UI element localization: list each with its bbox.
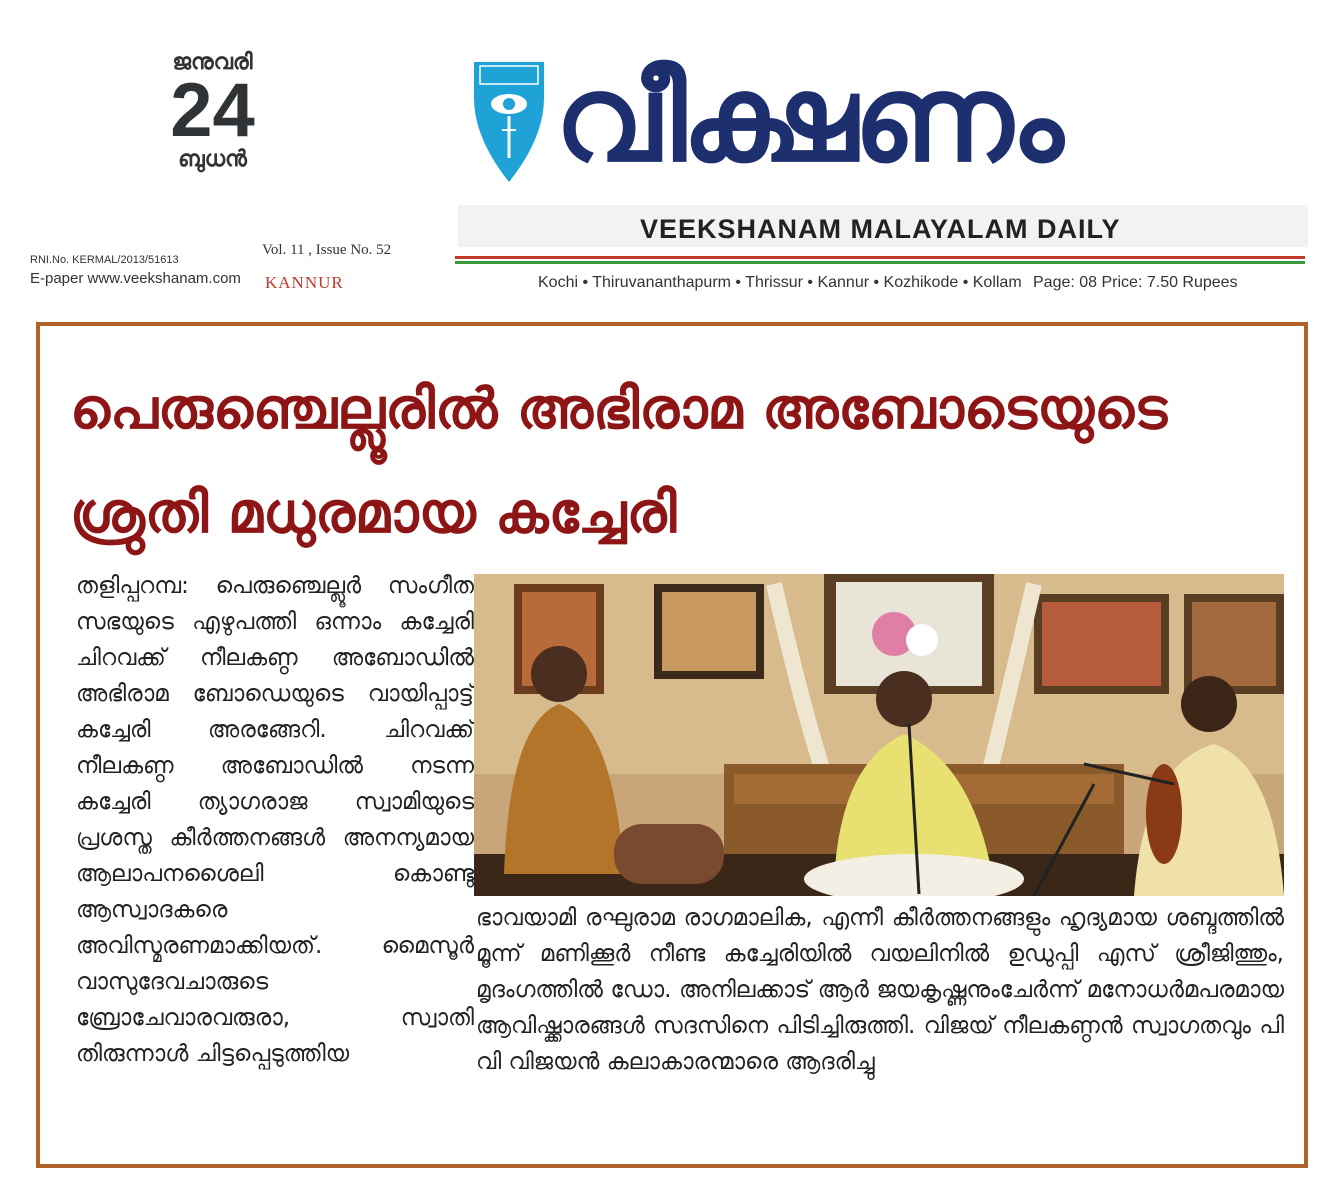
newspaper-subtitle: VEEKSHANAM MALAYALAM DAILY bbox=[640, 214, 1121, 244]
page-and-price: Page: 08 Price: 7.50 Rupees bbox=[1033, 274, 1238, 291]
masthead-rule-red bbox=[455, 256, 1305, 259]
publication-meta bbox=[30, 254, 241, 287]
pen-nib-eye-icon bbox=[470, 58, 548, 186]
newspaper-logo: വീക്ഷണം bbox=[555, 50, 1060, 189]
epaper-url: E-paper www.veekshanam.com bbox=[30, 270, 241, 287]
edition-name: KANNUR bbox=[265, 273, 344, 292]
date-month: ജനുവരി bbox=[172, 50, 253, 75]
issue-date bbox=[150, 50, 275, 172]
date-day: 24 bbox=[170, 68, 255, 153]
edition-cities: Kochi • Thiruvananthapurm • Thrissur • Kannur • Kozhikode • Kollam bbox=[538, 274, 1022, 291]
headline-line-2: ശ്രുതി മധുരമായ കച്ചേരി bbox=[70, 481, 677, 546]
concert-photo bbox=[474, 574, 1284, 896]
masthead-rule-green bbox=[455, 261, 1305, 264]
volume-issue: Vol. 11 , Issue No. 52 bbox=[262, 242, 392, 258]
date-weekday: ബുധൻ bbox=[178, 147, 247, 172]
article-body-bottom: ഭാവയാമി രഘുരാമ രാഗമാലിക, എന്നീ കീർത്തനങ്ങളും ഹൃദ്യമായ ശബ്ദത്തിൽ മൂന്ന് മണിക്കൂർ നീണ്ട കച്ചേരിയിൽ വയലിനിൽ ഉഡുപ്പി എസ് ശ്രീജിത്തും, മൃദംഗത്തിൽ ഡോ. അനിലക്കാട് ആർ ജയകൃഷ്ണനുംചേർന്ന് മനോധർമപരമായ ആവിഷ്ക്കാരങ്ങൾ സദസിനെ പിടിച്ചിരുത്തി. വിജയ് നീലകണ്ഠൻ സ്വാഗതവും പി വി വിജയൻ കലാകാരന്മാരെ ആദരിച്ചു bbox=[476, 905, 1284, 1075]
article-frame bbox=[36, 322, 1308, 1168]
article-body-left-column: തളിപ്പറമ്പ: പെരുഞ്ചെല്ലൂർ സംഗീത സഭയുടെ എഴുപത്തി ഒന്നാം കച്ചേരി ചിറവക്ക് നീലകണ്ഠ അബോഡിൽ അഭിരാമ ബോഡെയുടെ വായിപ്പാട്ട് കച്ചേരി അരങ്ങേറി. ചിറവക്ക് നീലകണ്ഠ അബോഡിൽ നടന്ന കച്ചേരി ത്യാഗരാജ സ്വാമിയുടെ പ്രശസ്ത കീർത്തനങ്ങൾ അനന്യമായ ആലാപനശൈലി കൊണ്ടു ആസ്വാദകരെ അവിസ്മരണമാക്കിയത്. മൈസൂർ വാസുദേവചാരുടെ ബ്രോചേവാരവരുരാ, സ്വാതി തിരുന്നാൾ ചിട്ടപ്പെടുത്തിയ bbox=[76, 573, 474, 1067]
rni-number: RNI.No. KERMAL/2013/51613 bbox=[30, 254, 179, 266]
headline-line-1: പെരുഞ്ചെല്ലൂരിൽ അഭിരാമ അബോടെയുടെ bbox=[70, 377, 1168, 442]
article-headline bbox=[70, 358, 1280, 566]
